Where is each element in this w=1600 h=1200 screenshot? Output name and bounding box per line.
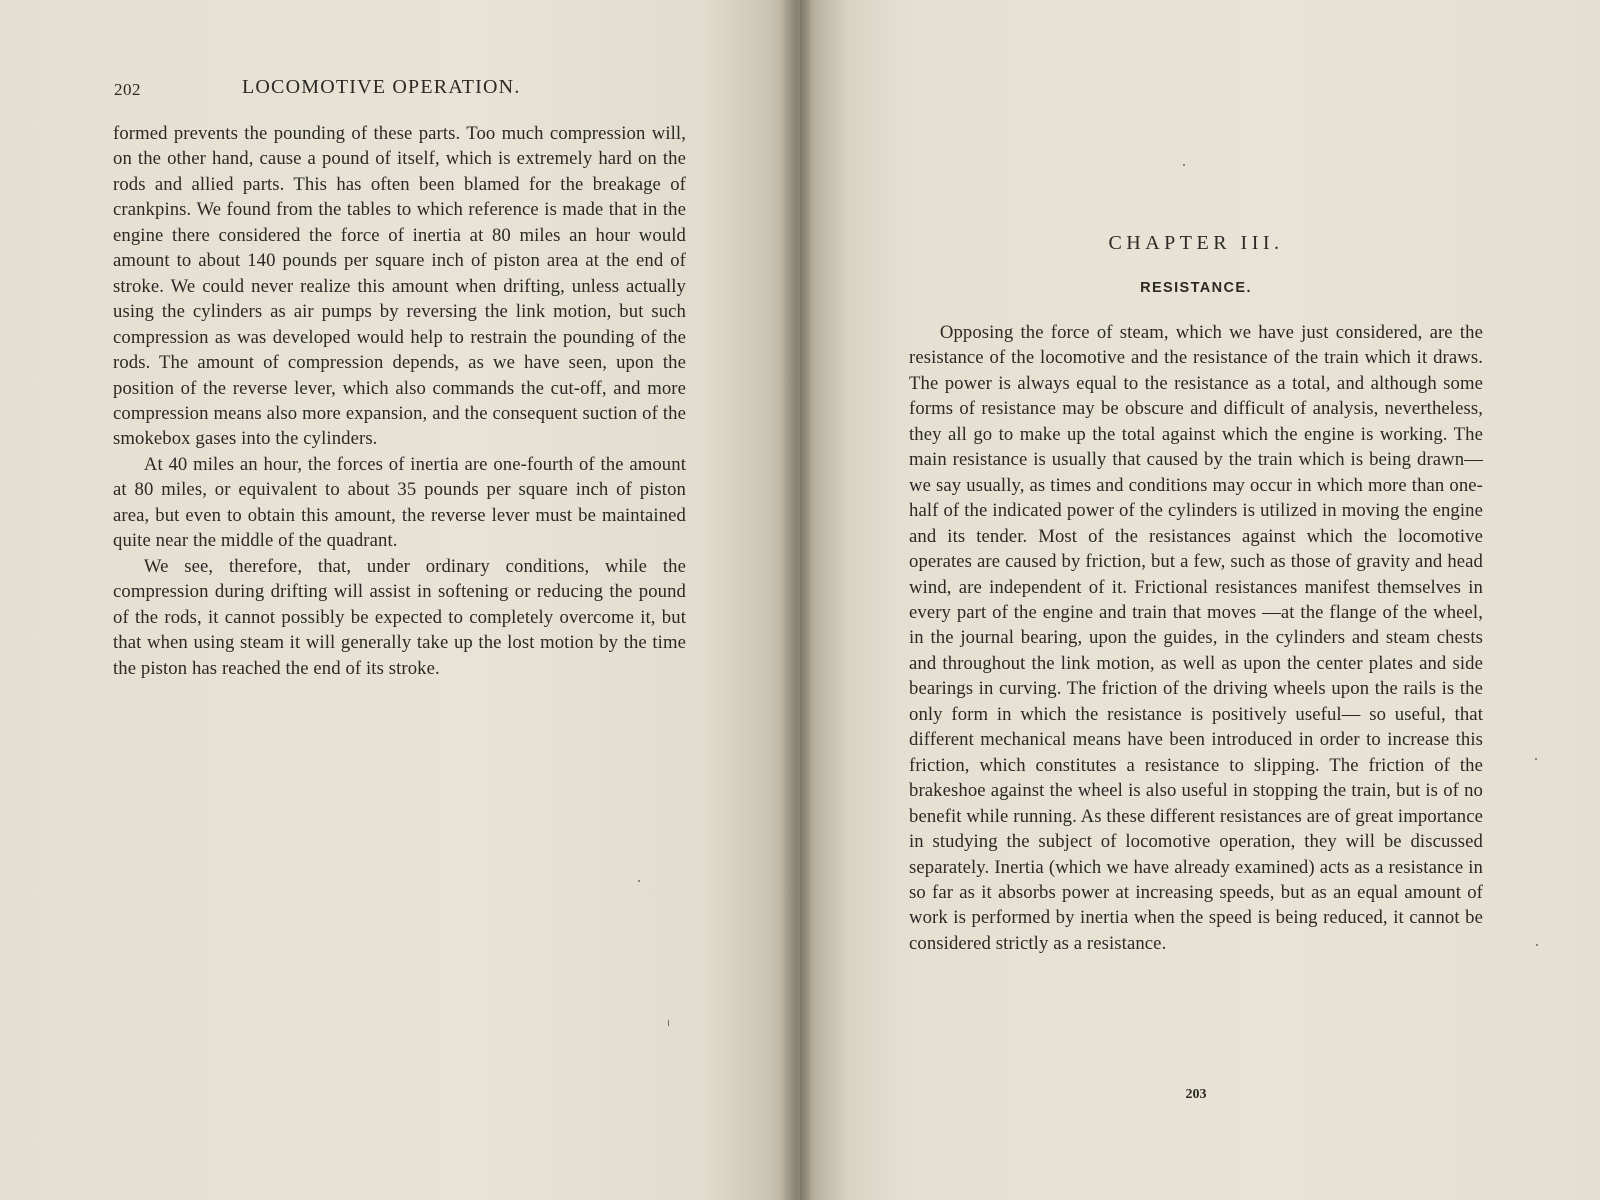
chapter-title: CHAPTER III. — [1108, 232, 1284, 254]
paper-speck — [1183, 164, 1185, 166]
section-title: RESISTANCE. — [1140, 280, 1252, 296]
paragraph: We see, therefore, that, under ordinary conditions, while the compression during drifting will assist in softening or reducing the pound of the rods, it cannot possibly be expected to completely overcome it, but that when using steam it will generally take up the lost motion by the time the piston has reached the end of its stroke. — [113, 555, 686, 679]
running-title: LOCOMOTIVE OPERATION. — [242, 76, 521, 98]
page-number: 202 — [114, 80, 141, 99]
paper-speck — [1535, 758, 1537, 760]
paper-speck — [1536, 944, 1538, 946]
paragraph: formed prevents the pounding of these parts. Too much compression will, on the other hand, cause a pound of itself, which is extremely hard on the rods and allied parts. This has often been blamed for the breakage of crankpins. We found from the tables to which reference is made that in the engine there considered the force of inertia at 80 miles an hour would amount to about 140 pounds per square inch of piston area at the end of stroke. We could never realize this amount when drifting, unless actually using the cylinders as air pumps by reversing the link motion, but such compression as was developed would help to restrain the pounding of the rods. The amount of compression depends, as we have seen, upon the position of the reverse lever, which also commands the cut-off, and more compression means also more expansion, and the consequent suction of the smokebox gases into the cylinders. — [113, 123, 686, 450]
paper-speck — [668, 1020, 669, 1026]
running-head — [114, 76, 674, 106]
paragraph: At 40 miles an hour, the forces of inertia are one-fourth of the amount at 80 miles, or equivalent to about 35 pounds per square inch of piston area, but even to obtain this amount, the reverse lever must be maintained quite near the middle of the quadrant. — [113, 453, 686, 552]
page-number: 203 — [1185, 1087, 1207, 1102]
left-body-text — [113, 121, 686, 681]
paper-speck — [638, 880, 640, 882]
right-body-text — [909, 320, 1483, 956]
gutter-shadow — [780, 0, 810, 1200]
paragraph: Opposing the force of steam, which we have just considered, are the resistance of the locomotive and the resistance of the train which it draws. The power is always equal to the resistance as a total, and although some forms of resistance may be obscure and difficult of analysis, nevertheless, they all go to make up the total against which the engine is working. The main resistance is usually that caused by the train which is being drawn—we say usually, as times and conditions may occur in which more than one-half of the indicated power of the cylinders is utilized in moving the engine and its tender. Most of the resistances against which the locomotive operates are caused by friction, but a few, such as those of gravity and head wind, are independent of it. Frictional resistances manifest themselves in every part of the engine and train that moves —at the flange of the wheel, in the journal bearing, upon the guides, in the cylinders and steam chests and throughout the link motion, as well as upon the center plates and side bearings in curving. The friction of the driving wheels upon the rails is the only form in which the resistance is positively useful— so useful, that different mechanical means have been introduced in order to increase this friction, which constitutes a resistance to slipping. The friction of the brakeshoe against the wheel is also useful in stopping the train, but is of no benefit while running. As these different resistances are of great importance in studying the subject of locomotive operation, they will be discussed separately. Inertia (which we have already examined) acts as a resistance in so far as it absorbs power at increasing speeds, but as an equal amount of work is performed by inertia when the speed is being reduced, it cannot be considered strictly as a resistance. — [909, 322, 1483, 954]
